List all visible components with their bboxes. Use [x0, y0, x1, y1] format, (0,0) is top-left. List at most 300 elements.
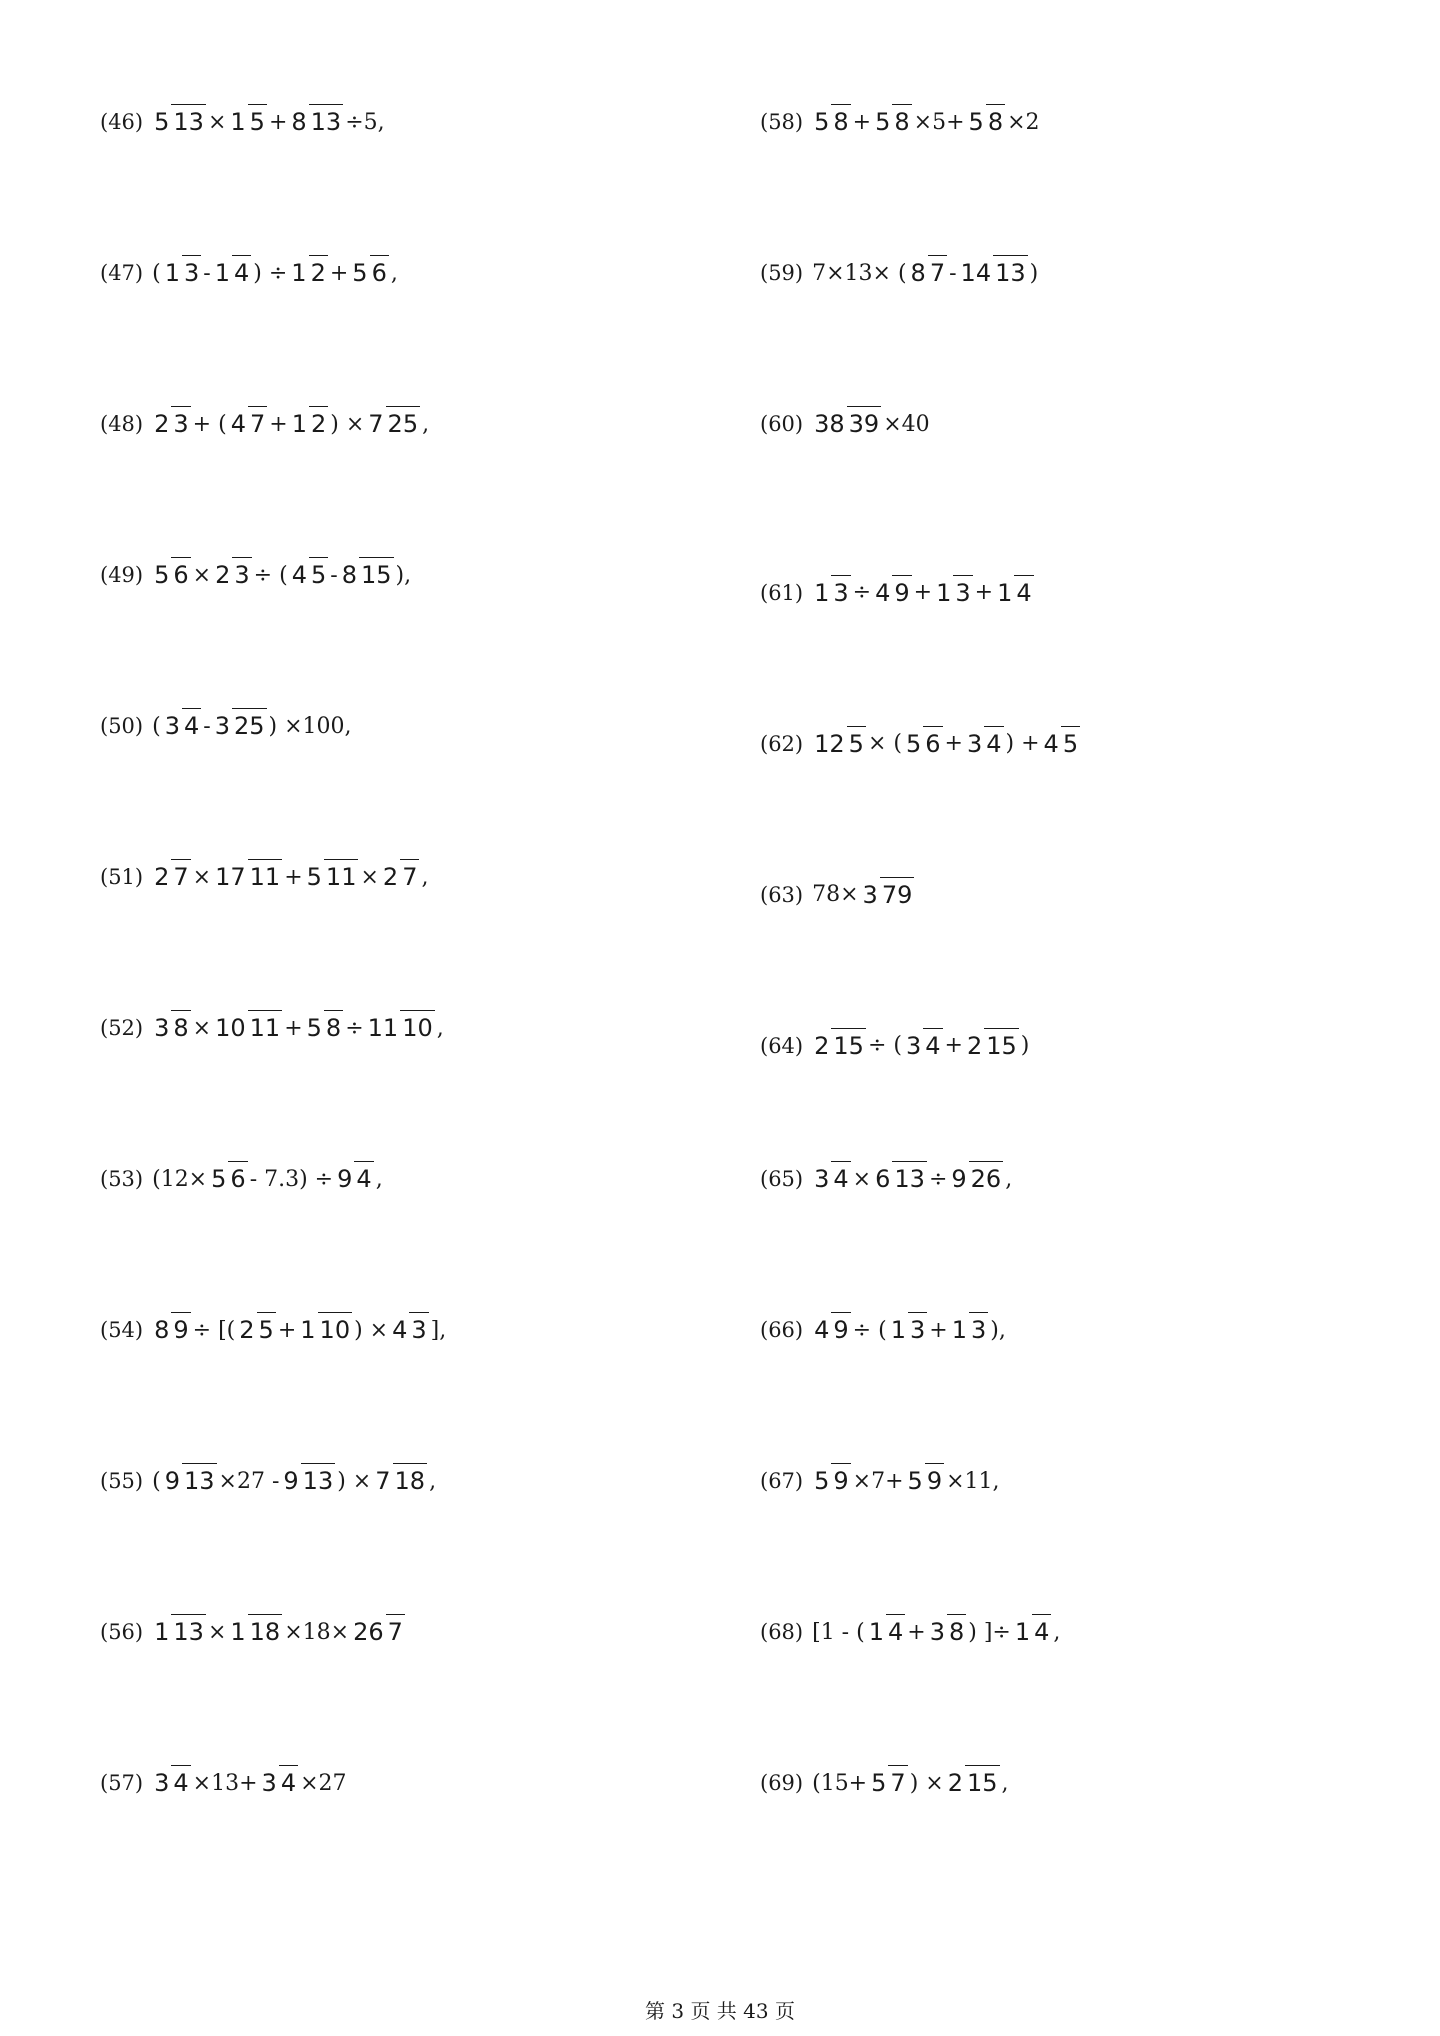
- expression-text: (: [152, 1468, 161, 1494]
- problem-item: [100, 1149, 384, 1209]
- fraction-numerator: 1: [951, 1316, 967, 1344]
- problem-expression: [811, 261, 1039, 286]
- problem-expression: [151, 1620, 406, 1645]
- fraction: [340, 563, 394, 587]
- problem-item: [760, 1149, 1013, 1209]
- expression-text: ×: [360, 864, 379, 890]
- fraction-denominator: 2: [309, 406, 328, 438]
- fraction-numerator: 1: [214, 259, 230, 287]
- problem-item: [100, 1451, 437, 1511]
- fraction-denominator: 79: [880, 877, 915, 909]
- fraction: [237, 1318, 276, 1342]
- expression-text: ,: [1005, 1166, 1013, 1192]
- expression-text: ,: [429, 1468, 437, 1494]
- fraction-numerator: 3: [929, 1618, 945, 1646]
- fraction-denominator: 15: [984, 1028, 1019, 1060]
- expression-text: +: [944, 1033, 963, 1058]
- fraction-denominator: 6: [228, 1161, 247, 1193]
- fraction-numerator: 3: [154, 1014, 170, 1042]
- problem-item: [100, 545, 412, 605]
- problem-item: [100, 847, 429, 907]
- fraction-denominator: 8: [892, 104, 911, 136]
- fraction-numerator: 5: [875, 108, 891, 136]
- expression-text: ×: [192, 864, 212, 890]
- fraction-numerator: 4: [814, 1316, 830, 1344]
- fraction-denominator: 3: [182, 255, 201, 287]
- problem-number: (60): [760, 412, 804, 436]
- fraction-numerator: 26: [353, 1618, 384, 1646]
- expression-text: ): [1029, 260, 1039, 286]
- problem-expression: [811, 1318, 1007, 1343]
- expression-text: ÷ (: [253, 562, 288, 588]
- fraction-denominator: 13: [309, 104, 344, 136]
- fraction: [152, 1318, 191, 1342]
- fraction-denominator: 9: [831, 1312, 850, 1344]
- fraction: [873, 110, 912, 134]
- expression-text: +: [268, 109, 288, 135]
- expression-text: ,: [375, 1166, 383, 1192]
- fraction-denominator: 7: [386, 1614, 405, 1646]
- fraction-denominator: 2: [309, 255, 328, 287]
- fraction: [869, 1771, 908, 1795]
- expression-text: (15+: [812, 1770, 868, 1796]
- expression-text: ) ×: [909, 1770, 944, 1796]
- problem-expression: [811, 580, 1035, 605]
- problem-number: (49): [100, 563, 144, 587]
- problem-number: (63): [760, 883, 804, 907]
- fraction: [928, 1620, 967, 1644]
- problem-item: [760, 1451, 1001, 1511]
- fraction: [873, 578, 912, 607]
- fraction-denominator: 9: [892, 575, 911, 607]
- problem-expression: [151, 865, 429, 890]
- expression-text: +: [944, 731, 963, 756]
- fraction: [1013, 1620, 1052, 1644]
- fraction-numerator: 9: [283, 1467, 299, 1495]
- fraction-numerator: 5: [905, 729, 922, 758]
- fraction-denominator: 25: [232, 708, 267, 740]
- fraction-denominator: 3: [908, 1312, 927, 1344]
- fraction: [867, 1620, 906, 1644]
- fraction-numerator: 5: [968, 108, 984, 136]
- fraction-numerator: 8: [910, 259, 926, 287]
- expression-text: × (: [867, 731, 902, 756]
- fraction: [228, 1620, 282, 1644]
- expression-text: ): [1020, 1033, 1030, 1058]
- fraction-denominator: 13: [171, 1614, 206, 1646]
- problem-item: [760, 1753, 1010, 1813]
- problem-number: (59): [760, 261, 804, 285]
- expression-text: +: [929, 1317, 948, 1343]
- fraction-denominator: 13: [171, 104, 206, 136]
- expression-text: -: [203, 713, 211, 739]
- fraction-numerator: 9: [337, 1165, 353, 1193]
- fraction-denominator: 10: [400, 1010, 435, 1042]
- fraction-numerator: 14: [960, 259, 992, 287]
- fraction-numerator: 3: [154, 1769, 170, 1797]
- fraction-numerator: 2: [154, 863, 170, 891]
- fraction-numerator: 1: [230, 1618, 246, 1646]
- fraction-numerator: 3: [862, 880, 878, 909]
- expression-text: ,: [422, 411, 430, 437]
- fraction: [812, 729, 866, 758]
- expression-text: ),: [990, 1317, 1006, 1343]
- fraction-denominator: 4: [1032, 1614, 1051, 1646]
- problem-expression: [811, 1771, 1009, 1796]
- problem-number: (57): [100, 1771, 144, 1795]
- fraction: [959, 261, 1028, 285]
- fraction: [812, 1167, 851, 1191]
- fraction-numerator: 5: [306, 1014, 322, 1042]
- expression-text: ×2: [1007, 109, 1040, 135]
- fraction-numerator: 2: [239, 1316, 255, 1344]
- problem-item: [760, 696, 1081, 756]
- fraction-numerator: 5: [154, 108, 170, 136]
- fraction-numerator: 3: [261, 1769, 277, 1797]
- fraction-denominator: 8: [171, 1010, 190, 1042]
- fraction-numerator: 1: [230, 108, 246, 136]
- fraction-denominator: 5: [257, 1312, 276, 1344]
- fraction-denominator: 5: [1061, 726, 1080, 758]
- fraction: [213, 1016, 282, 1040]
- fraction: [366, 1016, 435, 1040]
- problem-number: (53): [100, 1167, 144, 1191]
- expression-text: ÷: [852, 580, 872, 605]
- fraction: [949, 1167, 1003, 1191]
- problem-number: (65): [760, 1167, 804, 1191]
- fraction-numerator: 5: [352, 259, 368, 287]
- fraction-denominator: 4: [182, 708, 201, 740]
- fraction-denominator: 7: [171, 859, 190, 891]
- fraction-denominator: 11: [248, 1010, 283, 1042]
- expression-text: +: [329, 260, 349, 286]
- problem-expression: [811, 731, 1081, 756]
- fraction-denominator: 4: [984, 726, 1003, 758]
- problem-item: [100, 696, 353, 756]
- fraction-numerator: 4: [875, 578, 891, 607]
- fraction-denominator: 11: [248, 859, 283, 891]
- problem-item: [100, 92, 386, 152]
- expression-text: +: [269, 411, 288, 437]
- problem-item: [760, 394, 931, 454]
- expression-text: (12×: [152, 1166, 208, 1192]
- fraction: [290, 412, 329, 436]
- expression-text: +: [913, 580, 933, 605]
- problem-item: [760, 1300, 1007, 1360]
- fraction-numerator: 3: [814, 1165, 830, 1193]
- problem-number: (46): [100, 110, 144, 134]
- fraction-denominator: 6: [370, 255, 389, 287]
- problem-expression: [811, 1620, 1061, 1645]
- fraction: [812, 1031, 866, 1060]
- fraction-numerator: 5: [154, 561, 170, 589]
- fraction-numerator: 1: [814, 578, 830, 607]
- fraction-numerator: 5: [211, 1165, 227, 1193]
- fraction-numerator: 7: [368, 410, 384, 438]
- fraction-denominator: 10: [318, 1312, 353, 1344]
- fraction: [812, 1469, 851, 1493]
- fraction: [213, 261, 252, 285]
- fraction-denominator: 4: [232, 255, 251, 287]
- fraction: [381, 865, 420, 889]
- problem-expression: [151, 110, 386, 135]
- fraction: [298, 1318, 352, 1342]
- fraction-denominator: 3: [831, 575, 850, 607]
- fraction: [946, 1771, 1000, 1795]
- fraction-numerator: 1: [291, 410, 307, 438]
- fraction: [861, 880, 915, 909]
- fraction-denominator: 26: [969, 1161, 1004, 1193]
- problem-expression: [151, 1318, 447, 1343]
- fraction: [934, 578, 973, 607]
- fraction-numerator: 5: [306, 863, 322, 891]
- problem-number: (62): [760, 732, 804, 756]
- fraction: [1042, 729, 1081, 758]
- expression-text: ×: [207, 109, 227, 135]
- problem-expression: [811, 882, 915, 907]
- problem-number: (56): [100, 1620, 144, 1644]
- fraction-numerator: 1: [890, 1316, 906, 1344]
- problem-item: [760, 243, 1039, 303]
- fraction-numerator: 3: [966, 729, 983, 758]
- fraction-denominator: 9: [925, 1463, 944, 1495]
- fraction: [289, 261, 328, 285]
- fraction-denominator: 18: [393, 1463, 428, 1495]
- fraction-denominator: 5: [309, 557, 328, 589]
- problem-expression: [151, 1771, 347, 1796]
- fraction-numerator: 1: [154, 1618, 170, 1646]
- fraction-numerator: 5: [871, 1769, 887, 1797]
- fraction: [873, 1167, 927, 1191]
- fraction-denominator: 7: [248, 406, 267, 438]
- fraction: [812, 110, 851, 134]
- problem-item: [100, 1753, 348, 1813]
- expression-text: -: [203, 260, 211, 286]
- expression-text: -: [949, 260, 957, 286]
- fraction: [260, 1771, 299, 1795]
- fraction-numerator: 5: [907, 1467, 923, 1495]
- fraction-numerator: 8: [341, 561, 357, 589]
- expression-text: ÷ (: [852, 1317, 887, 1343]
- fraction-denominator: 13: [301, 1463, 336, 1495]
- expression-text: ×27 -: [218, 1468, 280, 1494]
- expression-text: (: [152, 260, 161, 286]
- problem-number: (66): [760, 1318, 804, 1342]
- expression-text: ×: [852, 1166, 872, 1192]
- problem-number: (67): [760, 1469, 804, 1493]
- fraction-denominator: 13: [993, 255, 1028, 287]
- fraction: [950, 1318, 989, 1342]
- fraction-denominator: 4: [923, 1028, 942, 1060]
- fraction: [812, 578, 851, 607]
- fraction-numerator: 4: [1043, 729, 1059, 758]
- fraction: [366, 412, 420, 436]
- fraction: [305, 1016, 344, 1040]
- fraction: [152, 563, 191, 587]
- fraction-numerator: 3: [164, 712, 180, 740]
- fraction-denominator: 3: [232, 557, 251, 589]
- fraction-numerator: 2: [814, 1031, 830, 1060]
- expression-text: ×13+: [192, 1770, 258, 1796]
- fraction-denominator: 4: [279, 1765, 298, 1797]
- problem-item: [760, 1602, 1061, 1662]
- fraction-numerator: 1: [300, 1316, 316, 1344]
- fraction-numerator: 6: [875, 1165, 891, 1193]
- fraction-denominator: 3: [171, 406, 190, 438]
- expression-text: ) ×: [330, 411, 365, 437]
- fraction-numerator: 9: [951, 1165, 967, 1193]
- expression-text: +: [974, 580, 994, 605]
- fraction: [213, 865, 282, 889]
- problem-number: (52): [100, 1016, 144, 1040]
- expression-text: ÷ (: [867, 1033, 902, 1058]
- problem-item: [100, 394, 430, 454]
- problem-expression: [151, 261, 399, 286]
- fraction-denominator: 8: [986, 104, 1005, 136]
- fraction-denominator: 25: [386, 406, 421, 438]
- expression-text: ) ÷: [253, 260, 288, 286]
- problem-number: (54): [100, 1318, 144, 1342]
- fraction: [305, 865, 359, 889]
- fraction: [163, 261, 202, 285]
- problem-item: [100, 1602, 406, 1662]
- expression-text: ÷5,: [345, 109, 385, 135]
- problem-expression: [811, 1469, 1000, 1494]
- expression-text: ,: [1001, 1770, 1009, 1796]
- fraction: [152, 1620, 206, 1644]
- problem-item: [100, 243, 399, 303]
- problem-expression: [151, 1167, 384, 1192]
- problem-item: [760, 92, 1041, 152]
- expression-text: ×5+: [913, 109, 965, 135]
- fraction-denominator: 4: [171, 1765, 190, 1797]
- fraction: [965, 1031, 1019, 1060]
- expression-text: ,: [1053, 1619, 1061, 1645]
- fraction-denominator: 13: [892, 1161, 927, 1193]
- fraction: [335, 1167, 374, 1191]
- expression-text: ×11,: [946, 1468, 1000, 1494]
- fraction: [289, 110, 343, 134]
- problem-item: [760, 847, 915, 907]
- expression-text: [1 - (: [812, 1619, 865, 1645]
- problem-number: (69): [760, 1771, 804, 1795]
- fraction-denominator: 39: [847, 406, 882, 438]
- fraction: [281, 1469, 335, 1493]
- fraction-numerator: 17: [215, 863, 246, 891]
- fraction: [213, 714, 267, 738]
- fraction-denominator: 8: [831, 104, 850, 136]
- problem-expression: [151, 412, 430, 437]
- fraction-numerator: 12: [814, 729, 845, 758]
- expression-text: +: [284, 864, 303, 890]
- fraction: [390, 1318, 429, 1342]
- fraction-numerator: 1: [868, 1618, 884, 1646]
- fraction-denominator: 15: [359, 557, 394, 589]
- expression-text: ),: [395, 562, 412, 588]
- fraction-numerator: 4: [230, 410, 246, 438]
- fraction-numerator: 1: [997, 578, 1013, 607]
- problem-expression: [811, 1033, 1030, 1058]
- fraction: [351, 1620, 405, 1644]
- fraction: [904, 1031, 943, 1060]
- fraction-numerator: 5: [814, 108, 830, 136]
- fraction-numerator: 8: [154, 1316, 170, 1344]
- expression-text: +: [907, 1619, 926, 1645]
- fraction-numerator: 2: [966, 1031, 983, 1060]
- fraction-denominator: 4: [1014, 575, 1033, 607]
- fraction: [889, 1318, 928, 1342]
- fraction-denominator: 9: [831, 1463, 850, 1495]
- problem-item: [760, 998, 1030, 1058]
- problem-number: (55): [100, 1469, 144, 1493]
- fraction-denominator: 3: [969, 1312, 988, 1344]
- expression-text: + (: [192, 411, 227, 437]
- fraction: [163, 1469, 217, 1493]
- fraction-denominator: 5: [847, 726, 866, 758]
- expression-text: -: [330, 562, 338, 588]
- expression-text: ×7+: [852, 1468, 904, 1494]
- fraction: [290, 563, 329, 587]
- fraction-numerator: 4: [291, 561, 307, 589]
- problem-number: (47): [100, 261, 144, 285]
- expression-text: ×40: [883, 411, 930, 437]
- problem-number: (64): [760, 1034, 804, 1058]
- fraction-denominator: 7: [888, 1765, 907, 1797]
- fraction-denominator: 5: [248, 104, 267, 136]
- fraction: [163, 714, 202, 738]
- fraction-denominator: 7: [928, 255, 947, 287]
- problem-item: [760, 545, 1035, 605]
- fraction: [967, 110, 1006, 134]
- fraction-numerator: 3: [905, 1031, 922, 1060]
- fraction-numerator: 38: [814, 410, 845, 438]
- problem-number: (68): [760, 1620, 804, 1644]
- fraction: [909, 261, 948, 285]
- expression-text: (: [152, 713, 161, 739]
- fraction: [373, 1469, 427, 1493]
- fraction-numerator: 8: [291, 108, 307, 136]
- expression-text: - 7.3) ÷: [249, 1166, 334, 1192]
- problem-number: (50): [100, 714, 144, 738]
- expression-text: ) ×: [337, 1468, 372, 1494]
- fraction: [995, 578, 1034, 607]
- page-footer: 第 3 页 共 43 页: [645, 1999, 795, 2023]
- problem-expression: [151, 1016, 445, 1041]
- fraction-numerator: 10: [215, 1014, 246, 1042]
- problem-number: (58): [760, 110, 804, 134]
- fraction: [965, 729, 1004, 758]
- fraction-denominator: 6: [171, 557, 190, 589]
- fraction: [228, 110, 267, 134]
- expression-text: ×: [192, 1015, 212, 1041]
- problem-expression: [811, 1167, 1013, 1192]
- expression-text: 7×13× (: [812, 260, 907, 286]
- expression-text: 78×: [812, 882, 859, 907]
- fraction-numerator: 3: [214, 712, 230, 740]
- fraction: [152, 412, 191, 436]
- fraction-denominator: 4: [831, 1161, 850, 1193]
- problem-expression: [151, 563, 412, 588]
- problem-number: (61): [760, 581, 804, 605]
- fraction-numerator: 11: [367, 1014, 399, 1042]
- expression-text: ×27: [300, 1770, 347, 1796]
- expression-text: +: [852, 109, 872, 135]
- fraction-numerator: 2: [154, 410, 170, 438]
- expression-text: ,: [436, 1015, 444, 1041]
- fraction: [209, 1167, 248, 1191]
- fraction: [229, 412, 268, 436]
- problem-expression: [151, 1469, 437, 1494]
